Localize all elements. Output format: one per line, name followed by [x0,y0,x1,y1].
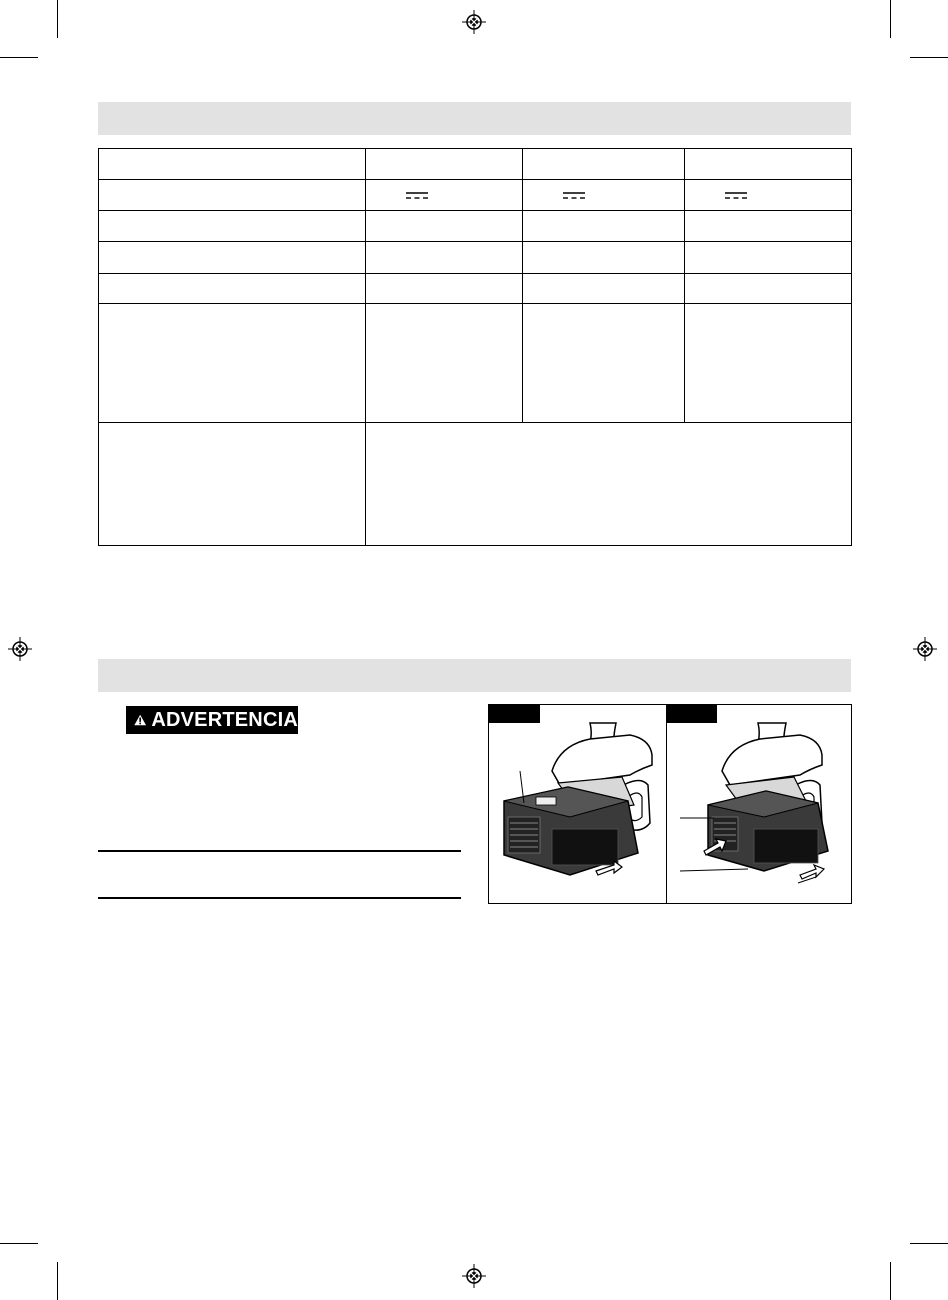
table-cell [366,242,523,274]
registration-mark-icon [462,10,486,34]
table-cell [685,211,852,242]
divider-rule [98,897,461,899]
section-header-bar [98,102,851,135]
registration-mark-icon [462,1264,486,1288]
figure-panel [488,704,852,904]
table-cell [523,180,685,211]
crop-mark [910,57,948,58]
divider-rule [98,850,461,852]
tool-battery-release-illustration [668,705,851,903]
table-cell [366,149,523,180]
crop-mark [890,1262,891,1300]
crop-mark [0,57,38,58]
table-cell [685,304,852,423]
warning-label: ADVERTENCIA [151,708,298,731]
crop-mark [57,0,58,38]
table-row [99,149,852,180]
table-row [99,242,852,274]
table-cell [366,304,523,423]
table-cell [366,180,523,211]
table-cell [99,274,366,304]
specifications-table [98,148,852,546]
table-cell [685,242,852,274]
table-cell [99,423,366,546]
table-cell [99,211,366,242]
figure-divider [666,705,667,903]
dc-current-icon [406,192,428,200]
warning-badge [126,706,298,734]
table-row [99,211,852,242]
table-cell [99,149,366,180]
registration-mark-icon [8,637,32,661]
table-cell [685,149,852,180]
table-cell [685,180,852,211]
table-cell [523,274,685,304]
section-header-bar [98,659,851,692]
table-row [99,274,852,304]
table-row [99,180,852,211]
table-cell [523,304,685,423]
table-cell [523,149,685,180]
table-cell [685,274,852,304]
table-cell [366,274,523,304]
table-cell [366,211,523,242]
table-cell [99,304,366,423]
table-row [99,304,852,423]
dc-current-icon [725,192,747,200]
crop-mark [57,1262,58,1300]
dc-current-icon [563,192,585,200]
table-cell [523,242,685,274]
tool-battery-insert-illustration [490,705,666,903]
table-cell [523,211,685,242]
table-cell [99,242,366,274]
warning-triangle-icon [134,711,146,729]
registration-mark-icon [913,637,937,661]
table-row [99,423,852,546]
table-cell [99,180,366,211]
crop-mark [910,1243,948,1244]
table-cell-merged [366,423,852,546]
crop-mark [890,0,891,38]
crop-mark [0,1243,38,1244]
